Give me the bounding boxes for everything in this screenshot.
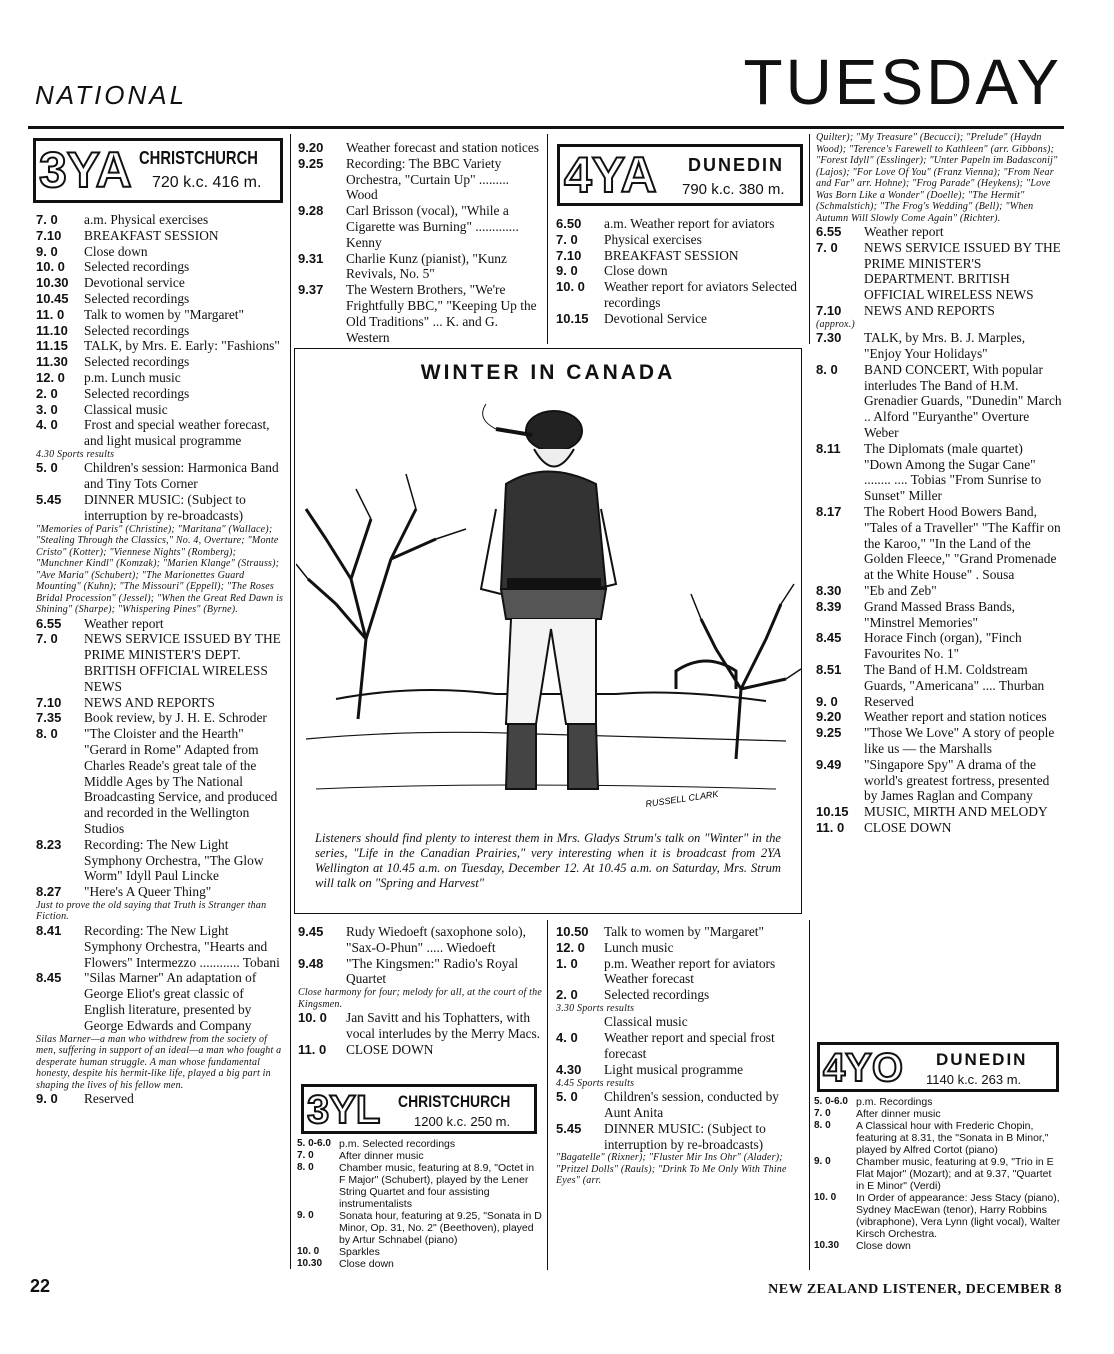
programme-item xyxy=(297,1150,543,1162)
programme-description: Selected recordings xyxy=(84,259,190,275)
programme-time: 9. 0 xyxy=(36,243,58,259)
programme-description: NEWS SERVICE ISSUED BY THE PRIME MINISTER'S DEPARTMENT. BRITISH OFFICIAL WIRELESS NEWS xyxy=(864,239,1061,303)
programme-item xyxy=(36,884,284,900)
programme-time: 11. 0 xyxy=(36,306,65,322)
programme-description: Weather report and special frost forecast xyxy=(604,1030,775,1062)
programme-time: 9.49 xyxy=(816,756,842,772)
programme-time: 7. 0 xyxy=(814,1108,831,1119)
programme-item xyxy=(556,263,804,279)
programme-description: Weather forecast xyxy=(604,971,694,987)
programme-item xyxy=(816,583,1062,599)
programme-description: A Classical hour with Frederic Chopin, featuring at 8.31, the "Sonata in B Minor," played by Alfred Cortot (piano) xyxy=(856,1120,1049,1156)
programme-item xyxy=(556,1121,804,1153)
programme-time: 9.45 xyxy=(298,924,324,939)
programme-item xyxy=(36,492,284,524)
programme-description: DINNER MUSIC: (Subject to interruption by re-broadcasts) xyxy=(604,1120,766,1152)
publication-footer: NEW ZEALAND LISTENER, DECEMBER 8 xyxy=(768,1282,1062,1297)
programme-description: Weather forecast and station notices xyxy=(346,140,540,155)
programme-time: 8.41 xyxy=(36,922,62,938)
programme-description: "Eb and Zeb" xyxy=(864,583,937,599)
programme-item xyxy=(556,1078,804,1090)
programme-time: 9.20 xyxy=(816,709,842,725)
programme-item xyxy=(816,709,1062,725)
programme-time: 9.20 xyxy=(298,140,324,155)
programme-description: Close down xyxy=(604,263,668,279)
programme-item xyxy=(36,212,284,228)
column-divider-2 xyxy=(547,134,548,344)
programme-description: p.m. Lunch music xyxy=(84,369,181,385)
programme-item xyxy=(36,228,284,244)
programme-time: 10. 0 xyxy=(297,1246,320,1257)
station-logo-3ya: 3YA xyxy=(39,142,132,198)
programme-time: 7.10 xyxy=(36,227,62,243)
programme-note: Silas Marner—a man who withdrew from the society of men, suffering in support of an ideal—a man who fought a desperate human struggle. A man whose fundamental honesty, despite his hermit-like life, played a big part in shaping the lives of his fellow men. xyxy=(36,1033,282,1091)
programme-description: Selected recordings xyxy=(84,354,190,370)
programme-item xyxy=(816,240,1062,303)
station-logo-4ya: 4YA xyxy=(564,147,657,203)
programme-time: 7. 0 xyxy=(297,1150,314,1161)
programme-item xyxy=(36,402,284,418)
programme-time: 8.27 xyxy=(36,884,62,900)
programme-description: "Silas Marner" An adaptation of George Eliot's great classic of English literature, presented by George Edwards and Company xyxy=(84,970,257,1033)
programme-description: NEWS SERVICE ISSUED BY THE PRIME MINISTER'S DEPT. BRITISH OFFICIAL WIRELESS NEWS xyxy=(84,631,281,694)
programme-time: 10.30 xyxy=(36,275,69,291)
programme-note: Quilter); "My Treasure" (Becucci); "Prelude" (Haydn Wood); "Terence's Farewell to Kathleen" (arr. Gibbons); "Forest Idyll" (Esslinger); "Unter Papeln im Badasconij" (Lajos); "For Love Of You" (Franz Vienna); "From Near and Far" arr. Hohne); "Frog Parade" (Heykens); "Love Was Born Like a Wonder" (Doelle); "The Hermit" (Schmalstich); "The Frog's Wedding" (Bell); "When Autumn Will Slowly Come Again" (Richter). xyxy=(816,132,1058,224)
programme-time: 10.30 xyxy=(814,1240,840,1251)
programme-note: "Memories of Paris" (Christine); "Maritana" (Wallace); "Stealing Through the Classics," No. 4, Overture; "Monte Cristo" (Kotter); "Viennese Nights" (Romberg); "Munchner Kindl" (Komzak); "Marien Klange" (Strauss); "Ave Maria" (Schubert); "The Marionettes Guard Mounting" (Kuhn); "The Missouri" (Eppell); "The Roses Bridal Procession" (Jessel); "When the Great Red Dawn is Shining" (Sharpe); "Whispering Pines" (Byrne). xyxy=(36,523,284,616)
programme-time: 8.17 xyxy=(816,504,842,520)
programme-time: 11.30 xyxy=(36,354,68,370)
programme-time: 9.28 xyxy=(298,203,324,219)
programme-time: 1. 0 xyxy=(556,955,578,971)
column-divider-4 xyxy=(809,134,810,344)
programme-item xyxy=(814,1192,1062,1240)
programme-time: 9.48 xyxy=(298,955,324,971)
programme-time: 9.25 xyxy=(816,725,842,741)
programme-time: 8. 0 xyxy=(814,1120,831,1131)
programme-item xyxy=(36,460,284,492)
column-4ya-programme xyxy=(556,216,804,327)
programme-description: DINNER MUSIC: (Subject to interruption by re-broadcasts) xyxy=(84,492,246,523)
programme-note: (approx.) xyxy=(816,318,855,330)
programme-description: NEWS AND REPORTS xyxy=(84,694,215,710)
programme-description: Talk to women by "Margaret" xyxy=(84,306,244,322)
programme-item xyxy=(297,1258,543,1270)
programme-time: 10. 0 xyxy=(556,279,585,295)
programme-time: 11.15 xyxy=(36,338,68,354)
programme-item xyxy=(298,956,542,988)
programme-description: Children's session, conducted by Aunt Anita xyxy=(604,1089,779,1120)
programme-description: Close down xyxy=(84,243,148,259)
programme-time: 9. 0 xyxy=(816,693,838,709)
programme-item xyxy=(297,1246,543,1258)
programme-description: Chamber music, featuring at 8.9, "Octet in F Major" (Schubert), played by the Lener String Quartet and four assisting instrumentalists xyxy=(339,1162,535,1210)
programme-item xyxy=(816,725,1062,757)
programme-description: The Band of H.M. Coldstream Guards, "Americana" .... Thurban xyxy=(864,662,1045,693)
programme-description: Grand Massed Brass Bands, "Minstrel Memories" xyxy=(864,598,1015,630)
programme-note: "Bagatelle" (Rixner); "Fluster Mir Ins Ohr" (Alader); "Pritzel Dolls" (Rauls); "Drink To Me Only With Thine Eyes" (arr. xyxy=(556,1152,787,1187)
programme-description: Physical exercises xyxy=(604,231,702,247)
programme-description: Frost and special weather forecast, and light musical programme xyxy=(84,417,270,449)
programme-description: Carl Brisson (vocal), "While a Cigarette was Burning" ............. Kenny xyxy=(346,203,519,250)
programme-description: Rudy Wiedoeft (saxophone solo), "Sax-O-Phun" ..... Wiedoeft xyxy=(346,924,526,955)
programme-item xyxy=(816,630,1062,662)
programme-description: Classical music xyxy=(604,1014,688,1030)
programme-time: 8.45 xyxy=(816,630,842,646)
programme-time: 7. 0 xyxy=(816,239,838,255)
programme-description: BREAKFAST SESSION xyxy=(604,247,739,263)
programme-item xyxy=(556,940,804,956)
programme-item xyxy=(298,282,542,345)
programme-description: TALK, by Mrs. E. Early: "Fashions" xyxy=(84,338,280,354)
programme-time: 7.10 xyxy=(816,302,842,318)
programme-description: Selected recordings xyxy=(84,290,190,306)
programme-description: Reserved xyxy=(864,693,914,709)
programme-item xyxy=(556,1030,804,1062)
programme-description: Book review, by J. H. E. Schroder xyxy=(84,710,267,726)
station-city-4ya: DUNEDIN xyxy=(688,155,785,175)
programme-description: Devotional Service xyxy=(604,310,707,326)
programme-note: 3.30 Sports results xyxy=(556,1002,635,1014)
programme-description: The Western Brothers, "We're Frightfully BBC," "Keeping Up the Old Traditions" ... K. and G. Western xyxy=(346,282,537,345)
programme-description: BAND CONCERT, With popular interludes The Band of H.M. Grenadier Guards, "Dunedin" March .. Alford "Euryanthe" Overture Weber xyxy=(864,361,1062,441)
station-freq-4ya: 790 k.c. 380 m. xyxy=(682,181,785,198)
programme-item xyxy=(556,1152,804,1187)
programme-description: BREAKFAST SESSION xyxy=(84,227,219,243)
programme-note: Close harmony for four; melody for all, at the court of the Kingsmen. xyxy=(298,987,543,1010)
programme-time: 10.15 xyxy=(556,310,589,326)
programme-time: 7.10 xyxy=(556,247,582,263)
programme-item xyxy=(36,323,284,339)
programme-description: Sonata hour, featuring at 9.25, "Sonata in D Minor, Op. 31, No. 2" (Beethoven), played by Artur Schnabel (piano) xyxy=(339,1210,542,1246)
programme-time: 4. 0 xyxy=(36,417,58,433)
programme-time: 8. 0 xyxy=(36,726,58,742)
programme-time: 5. 0-6.0 xyxy=(814,1096,848,1107)
column-3ya-late-programme xyxy=(298,140,542,345)
programme-time xyxy=(556,971,604,987)
programme-description: Weather report for aviators Selected recordings xyxy=(604,279,797,310)
programme-item xyxy=(556,1014,804,1030)
programme-item xyxy=(298,140,542,156)
station-logo-3yl: 3YL xyxy=(307,1088,381,1132)
programme-item xyxy=(816,132,1062,224)
station-city-4yo: DUNEDIN xyxy=(936,1050,1028,1069)
programme-time: 10.15 xyxy=(816,804,849,820)
programme-time: 9.37 xyxy=(298,282,324,298)
programme-item xyxy=(556,971,804,987)
programme-description: TALK, by Mrs. B. J. Marples, "Enjoy Your Holidays" xyxy=(864,330,1026,362)
programme-item xyxy=(36,837,284,884)
programme-note: 4.45 Sports results xyxy=(556,1077,635,1089)
programme-item xyxy=(36,631,284,694)
programme-item xyxy=(816,820,1062,836)
programme-description: Light musical programme xyxy=(604,1061,744,1077)
programme-description: "Those We Love" A story of people like us — the Marshalls xyxy=(864,725,1055,756)
programme-item xyxy=(814,1108,1062,1120)
programme-item xyxy=(816,330,1062,362)
column-3ya-programme xyxy=(36,212,284,1107)
programme-description: Children's session: Harmonica Band and Tiny Tots Corner xyxy=(84,460,279,492)
programme-item xyxy=(556,924,804,940)
programme-item xyxy=(297,1210,543,1246)
programme-time: 11.10 xyxy=(36,322,68,338)
programme-description: Recording: The New Light Symphony Orchestra, "Hearts and Flowers" Intermezzo ............ Tobani xyxy=(84,922,280,970)
programme-description: Chamber music, featuring at 9.9, "Trio in E Flat Major" (Mozart); and at 9.37, "Quartet in E Minor" (Verdi) xyxy=(856,1156,1054,1192)
programme-item xyxy=(816,804,1062,820)
programme-description: Weather report and station notices xyxy=(864,709,1047,725)
station-freq-3yl: 1200 k.c. 250 m. xyxy=(414,1114,511,1129)
header-rule xyxy=(28,126,1064,129)
programme-item xyxy=(814,1240,1062,1252)
programme-description: Close down xyxy=(856,1240,911,1252)
programme-time: 6.50 xyxy=(556,216,582,231)
station-box-4yo xyxy=(817,1042,1059,1092)
programme-item xyxy=(36,616,284,632)
programme-description: MUSIC, MIRTH AND MELODY xyxy=(864,804,1048,820)
feature-caption: Listeners should find plenty to interest them in Mrs. Gladys Strum's talk on "Winter" in the series, "Life in the Canadian Prairies," very interesting when it is broadcast from 2YA Wellington at 10.45 a.m. on Tuesday, December 12. At 10.45 a.m. on Saturday, Mrs. Strum will talk on "Spring and Harvest" xyxy=(315,831,781,890)
programme-time: 9.31 xyxy=(298,250,324,266)
programme-description: Weather report xyxy=(84,615,164,631)
programme-item xyxy=(556,216,804,232)
programme-item xyxy=(36,1034,284,1092)
programme-time: 10. 0 xyxy=(36,259,65,275)
programme-item xyxy=(816,662,1062,694)
programme-item xyxy=(36,449,284,461)
programme-time: 10.30 xyxy=(297,1258,323,1269)
programme-item xyxy=(36,386,284,402)
programme-item xyxy=(556,279,804,311)
programme-description: The Robert Hood Bowers Band, "Tales of a Traveller" "The Kaffir on the Karoo," "In the Land of the Golden Fleece," "Grand Promenade at the White House" . Sousa xyxy=(864,504,1061,583)
programme-description: a.m. Physical exercises xyxy=(84,212,209,227)
programme-item xyxy=(816,504,1062,583)
programme-time: 8.11 xyxy=(816,440,841,456)
programme-4yo xyxy=(814,1096,1062,1252)
programme-time: 9.25 xyxy=(298,155,324,171)
programme-description: "The Kingsmen:" Radio's Royal Quartet xyxy=(346,955,519,987)
programme-item xyxy=(36,291,284,307)
programme-item xyxy=(816,319,1062,331)
programme-item xyxy=(816,303,1062,319)
programme-item xyxy=(556,1089,804,1121)
programme-time: 8.23 xyxy=(36,836,62,852)
programme-time: 8. 0 xyxy=(297,1162,314,1173)
programme-item xyxy=(36,338,284,354)
programme-item xyxy=(556,987,804,1003)
programme-description: Close down xyxy=(339,1258,394,1270)
programme-time: 10.50 xyxy=(556,924,589,939)
programme-note: Just to prove the old saying that Truth is Stranger than Fiction. xyxy=(36,899,267,923)
column-4ya-evening-programme xyxy=(816,132,1062,836)
station-box-3yl xyxy=(301,1084,537,1134)
programme-note: 4.30 Sports results xyxy=(36,448,115,460)
programme-item xyxy=(36,275,284,291)
programme-description: p.m. Recordings xyxy=(856,1096,933,1108)
programme-time: 11. 0 xyxy=(816,819,845,835)
programme-description: Horace Finch (organ), "Finch Favourites No. 1" xyxy=(864,630,1022,662)
programme-time: 4. 0 xyxy=(556,1030,578,1046)
programme-time: 7. 0 xyxy=(556,231,578,247)
station-freq-4yo: 1140 k.c. 263 m. xyxy=(926,1072,1022,1087)
programme-item xyxy=(36,417,284,449)
programme-item xyxy=(556,248,804,264)
programme-description: After dinner music xyxy=(856,1108,941,1120)
programme-item xyxy=(36,524,284,616)
programme-description: Jan Savitt and his Tophatters, with vocal interludes by the Merry Macs. xyxy=(346,1010,541,1041)
programme-description: Recording: The New Light Symphony Orchestra, "The Glow Worm" Idyll Paul Lincke xyxy=(84,836,264,884)
programme-item xyxy=(36,970,284,1033)
programme-time: 8.51 xyxy=(816,662,842,678)
programme-description: Recording: The BBC Variety Orchestra, "Curtain Up" ......... Wood xyxy=(346,155,510,203)
column-divider-5 xyxy=(809,920,810,1270)
programme-time: 6.55 xyxy=(816,224,842,239)
column-3ya-closing-programme xyxy=(298,924,542,1058)
programme-item xyxy=(36,244,284,260)
network-label: NATIONAL xyxy=(35,80,188,110)
page-number: 22 xyxy=(30,1276,51,1296)
programme-item xyxy=(814,1120,1062,1156)
programme-description: After dinner music xyxy=(339,1150,424,1162)
programme-time: 4.30 xyxy=(556,1061,582,1077)
programme-time: 5.45 xyxy=(36,492,62,508)
programme-item xyxy=(298,156,542,203)
programme-description: "Singapore Spy" A drama of the world's greatest fortress, presented by James Raglan and Company xyxy=(864,756,1050,804)
programme-description: NEWS AND REPORTS xyxy=(864,302,995,318)
programme-item xyxy=(36,370,284,386)
programme-time: 8.30 xyxy=(816,583,842,599)
programme-description: Reserved xyxy=(84,1091,134,1107)
programme-time: 9. 0 xyxy=(36,1091,58,1107)
programme-item xyxy=(298,1042,542,1058)
programme-item xyxy=(298,1010,542,1042)
programme-time: 9. 0 xyxy=(814,1156,831,1167)
programme-item xyxy=(36,900,284,923)
programme-item xyxy=(816,441,1062,504)
programme-item xyxy=(36,923,284,970)
programme-description: CLOSE DOWN xyxy=(346,1041,434,1057)
programme-time: 6.55 xyxy=(36,615,62,631)
programme-3yl xyxy=(297,1138,543,1270)
programme-description: Selected recordings xyxy=(604,987,710,1003)
station-city-3ya: CHRISTCHURCH xyxy=(139,148,258,168)
programme-time: 8.45 xyxy=(36,970,62,986)
programme-item xyxy=(36,259,284,275)
programme-time: 10.45 xyxy=(36,290,69,306)
programme-description: Sparkles xyxy=(339,1246,380,1258)
column-divider-1 xyxy=(290,134,291,1269)
programme-description: CLOSE DOWN xyxy=(864,819,952,835)
column-divider-3 xyxy=(547,920,548,1270)
programme-description: a.m. Weather report for aviators xyxy=(604,216,775,231)
programme-description: Lunch music xyxy=(604,939,674,955)
station-logo-4yo: 4YO xyxy=(823,1046,904,1090)
programme-time: 5.45 xyxy=(556,1120,582,1136)
feature-box xyxy=(294,348,802,914)
programme-item xyxy=(297,1162,543,1210)
programme-item xyxy=(556,1062,804,1078)
illustration-signature: RUSSELL CLARK xyxy=(644,788,719,809)
programme-time: 2. 0 xyxy=(36,385,58,401)
programme-description: The Diplomats (male quartet) "Down Among the Sugar Cane" ........ .... Tobias "From Sunrise to Sunset" Miller xyxy=(864,440,1042,504)
programme-item xyxy=(36,354,284,370)
programme-item xyxy=(816,599,1062,631)
programme-time: 7.35 xyxy=(36,710,62,726)
programme-time: 5. 0 xyxy=(556,1089,578,1105)
day-title: TUESDAY xyxy=(743,46,1062,118)
column-4ya-afternoon-programme xyxy=(556,924,804,1187)
programme-time: 8.39 xyxy=(816,598,842,614)
programme-item xyxy=(814,1156,1062,1192)
programme-time: 12. 0 xyxy=(36,369,65,385)
programme-time: 9. 0 xyxy=(556,263,578,279)
programme-description: p.m. Selected recordings xyxy=(339,1138,456,1150)
programme-description: Classical music xyxy=(84,401,168,417)
programme-time: 8. 0 xyxy=(816,361,838,377)
programme-description: Talk to women by "Margaret" xyxy=(604,924,764,939)
programme-description: Selected recordings xyxy=(84,322,190,338)
illustration-canadian-man-in-winter xyxy=(296,389,801,819)
programme-item xyxy=(298,987,542,1010)
station-city-3yl: CHRISTCHURCH xyxy=(398,1092,511,1111)
programme-item xyxy=(816,362,1062,441)
programme-time: 3. 0 xyxy=(36,401,58,417)
programme-item xyxy=(814,1096,1062,1108)
programme-description: "The Cloister and the Hearth" "Gerard in Rome" Adapted from Charles Reade's great tale of the Middle Ages by The National Broadcasting Service, and produced and recorded in the Wellington Studios xyxy=(84,726,278,836)
feature-title: WINTER IN CANADA xyxy=(420,361,676,384)
programme-time: 10. 0 xyxy=(298,1010,327,1026)
programme-item xyxy=(297,1138,543,1150)
station-box-3ya xyxy=(33,138,283,203)
programme-item xyxy=(298,251,542,283)
programme-item xyxy=(36,1091,284,1107)
programme-item xyxy=(36,710,284,726)
programme-description: Selected recordings xyxy=(84,385,190,401)
programme-time: 9. 0 xyxy=(297,1210,314,1221)
programme-time: 2. 0 xyxy=(556,987,578,1003)
programme-time: 7.30 xyxy=(816,330,842,346)
programme-item xyxy=(556,311,804,327)
programme-time: 7.10 xyxy=(36,694,62,710)
programme-description: Devotional service xyxy=(84,275,185,291)
programme-item xyxy=(556,1003,804,1015)
programme-description: Weather report xyxy=(864,224,944,239)
programme-item xyxy=(556,956,804,972)
programme-item xyxy=(816,757,1062,804)
programme-description: Charlie Kunz (pianist), "Kunz Revivals, No. 5" xyxy=(346,250,507,282)
programme-item xyxy=(816,224,1062,240)
programme-item xyxy=(556,232,804,248)
programme-item xyxy=(816,694,1062,710)
station-freq-3ya: 720 k.c. 416 m. xyxy=(152,174,262,191)
programme-time: 5. 0-6.0 xyxy=(297,1138,331,1149)
programme-item xyxy=(298,203,542,250)
programme-time: 7. 0 xyxy=(36,212,58,227)
programme-item xyxy=(36,307,284,323)
programme-time: 7. 0 xyxy=(36,631,58,647)
programme-time: 12. 0 xyxy=(556,939,585,955)
programme-item xyxy=(36,726,284,837)
station-box-4ya xyxy=(557,144,803,206)
programme-item xyxy=(298,924,542,956)
programme-time: 5. 0 xyxy=(36,460,58,476)
programme-description: In Order of appearance: Jess Stacy (piano), Sydney MacEwan (tenor), Harry Robbins (vibraphone), Vera Lynn (light vocal), Walter Kirsch Orchestra. xyxy=(856,1192,1061,1240)
programme-description: "Here's A Queer Thing" xyxy=(84,884,212,900)
programme-item xyxy=(36,695,284,711)
programme-description: p.m. Weather report for aviators xyxy=(604,955,776,971)
programme-time: 10. 0 xyxy=(814,1192,837,1203)
programme-time xyxy=(556,1014,604,1030)
programme-time: 11. 0 xyxy=(298,1041,327,1057)
